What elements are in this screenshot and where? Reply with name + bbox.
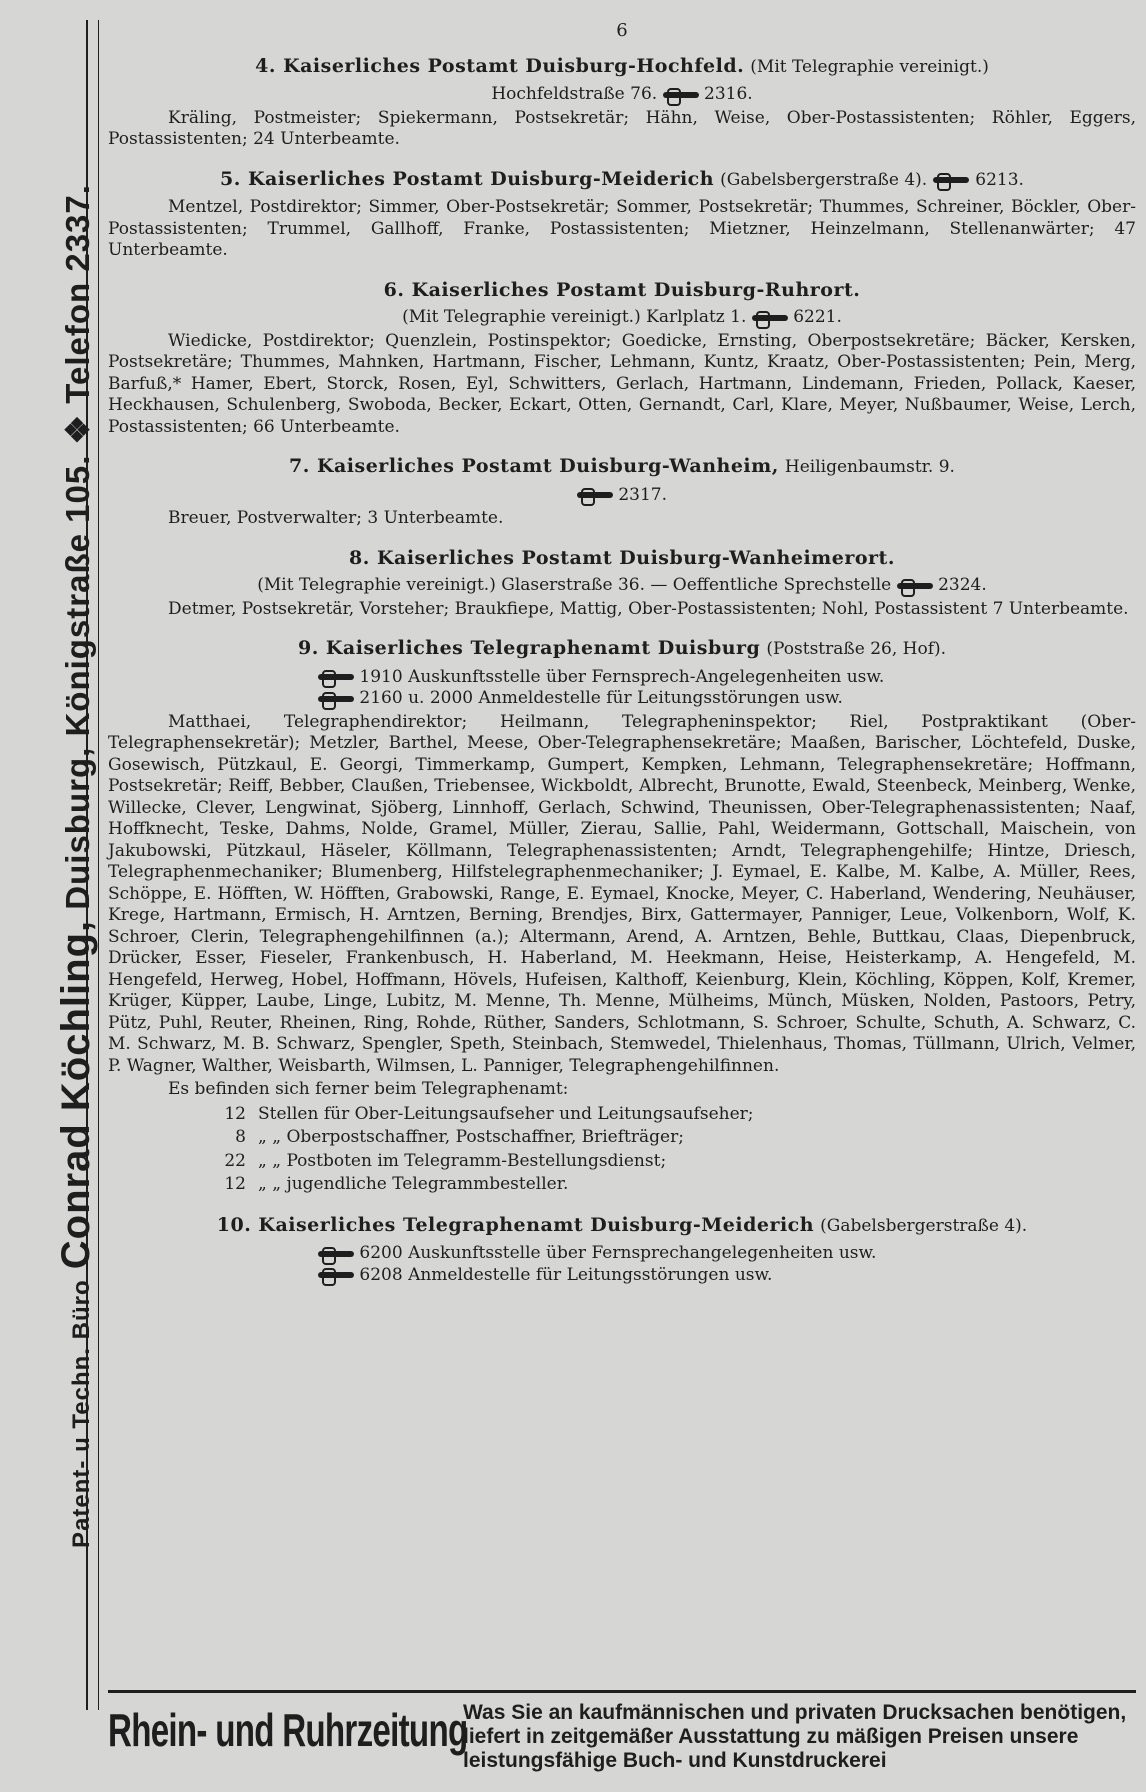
section-6-staff: Wiedicke, Postdirektor; Quenzlein, Postinspektor; Goedicke, Ernsting, Oberpostsekretäre; Bäcker, Kersken, Postsekretäre; Thummes, Mahnken, Hartmann, Fischer, Lehmann, Kuntz, Kraatz, Ober-Postassistenten; Pein, Merg, Barfuß,* Hamer, Ebert, Storck, Rosen, Eyl, Schwitters, Gerlach, Hartmann, Lindemann, Frieden, Pollack, Kaeser, Heckhausen, Schulenberg, Swoboda, Becker, Eckart, Otten, Gernandt, Carl, Klare, Meyer, Nußbaumer, Weise, Lerch, Postassistenten; 66 Unterbeamte.: [108, 330, 1136, 437]
section-8-heading: [108, 548, 1136, 570]
section-9-phone-2: [318, 688, 1136, 710]
sidebar-ad-address: Duisburg, Königstraße 105. ❖ Telefon 2337.: [59, 184, 96, 910]
telephone-icon: [318, 1247, 354, 1261]
section-8-phone: 2324.: [938, 575, 987, 595]
ditto-mark: „ „: [258, 1150, 282, 1171]
newspaper-logo: Rhein- und Ruhrzeitung: [108, 1704, 468, 1756]
extra-label-text: jugendliche Telegrammbesteller.: [286, 1174, 569, 1194]
section-8-address: (Mit Telegraphie vereinigt.) Glaserstraße 36. — Oeffentliche Sprechstelle: [257, 575, 892, 595]
table-row: [188, 1173, 760, 1197]
table-row: [188, 1126, 760, 1150]
section-9-staff: Matthaei, Telegraphendirektor; Heilmann, Telegrapheninspektor; Riel, Postpraktikant (Ober-Telegraphensekretär); Metzler, Barthel, Meese, Ober-Telegraphensekretäre; Maaßen, Barischer, Löchtefeld, Duske, Gosewisch, Pützkaul, E. Georgi, Timmerkamp, Gumpert, Kempken, Lehmann, Telegraphensekretäre; Hoffmann, Postsekretär; Reiff, Bebber, Claußen, Triebensee, Wickboldt, Albrecht, Brunotte, Ewald, Steenbeck, Meinberg, Wenke, Willecke, Clever, Lengwinat, Sjöberg, Linnhoff, Gerlach, Schwind, Theunissen, Ober-Telegraphenassistenten; Naaf, Hoffknecht, Teske, Dahms, Nolde, Gramel, Müller, Zierau, Sallie, Pahl, Weidermann, Gottschall, Maischein, von Jakubowski, Pützkaul, Häseler, Köllmann, Telegraphenassistenten; Arndt, Telegraphengehilfe; Hintze, Driesch, Telegraphenmechaniker; Blumenberg, Hilfstelegraphenmechaniker; J. Eymael, E. Kalbe, M. Kalbe, A. Müller, Rees, Schöppe, E. Höfften, W. Höfften, Grabowski, Range, E. Eymael, Knocke, Meyer, C. Haberland, Wendering, Neuhäuser, Krege, Hartmann, Ermisch, H. Arntzen, Berning, Brendjes, Birx, Gattermayer, Panniger, Leue, Volkenborn, Wolf, K. Schroer, Clerin, Telegraphengehilfinnen (a.); Altermann, Arend, A. Arntzen, Behle, Buttkau, Claas, Diepenbruck, Drücker, Esser, Fieseler, Frankenbusch, H. Haberland, M. Heekmann, Heise, Heisterkamp, A. Hengefeld, M. Hengefeld, Herweg, Hobel, Hoffmann, Hövels, Hufeisen, Kalthoff, Keienburg, Klein, Köchling, Köppen, Kolf, Kremer, Krüger, Küpper, Laube, Linge, Lubitz, M. Menne, Th. Menne, Mülheims, Münch, Müsken, Nolden, Pastoors, Petry, Pütz, Puhl, Reuter, Rheinen, Ring, Rohde, Rüther, Sanders, Schlotmann, S. Schroer, Schulte, Schuth, A. Schwarz, C. M. Schwarz, M. B. Schwarz, Spengler, Speth, Steinbach, Stemwedel, Thielenhaus, Thomas, Tüllmann, Ulrich, Velmer, P. Wagner, Walther, Weisbarth, Wilmsen, L. Panniger, Telegraphengehilfinnen.: [108, 711, 1136, 1076]
extra-label-text: Oberpostschaffner, Postschaffner, Briefträger;: [286, 1127, 684, 1147]
telephone-icon: [318, 670, 354, 684]
section-6-contact: [108, 307, 1136, 329]
ditto-mark: „ „: [258, 1174, 282, 1194]
section-8-title: 8. Kaiserliches Postamt Duisburg-Wanheimerort.: [349, 546, 895, 569]
section-6-address: (Mit Telegraphie vereinigt.) Karlplatz 1.: [402, 307, 747, 327]
section-4-address: Hochfeldstraße 76.: [491, 84, 658, 104]
section-7-title: 7. Kaiserliches Postamt Duisburg-Wanheim,: [289, 455, 779, 477]
section-9-title: 9. Kaiserliches Telegraphenamt Duisburg: [297, 637, 761, 659]
telephone-icon: [933, 173, 969, 187]
sidebar-ad-prefix: Patent- u Techn. Büro: [68, 1279, 95, 1548]
extra-label: Stellen für Ober-Leitungsaufseher und Leitungsaufseher;: [258, 1103, 754, 1124]
telephone-icon: [663, 88, 699, 102]
section-6-phone: 6221.: [793, 307, 842, 327]
section-6: [108, 280, 1136, 439]
section-4: [108, 56, 1136, 151]
telephone-icon: [752, 311, 788, 325]
section-5-note: (Gabelsbergerstraße 4).: [720, 169, 928, 190]
extra-count: 8: [235, 1127, 246, 1147]
section-10-phone-1: [318, 1243, 1136, 1265]
section-10-phone-1-text: 6200 Auskunftsstelle über Fernsprechangelegenheiten usw.: [359, 1243, 877, 1263]
section-8: [108, 548, 1136, 621]
footer-ad: [108, 1690, 1136, 1789]
sidebar-ad-text: [50, 56, 102, 1676]
extra-label: [252, 1150, 760, 1174]
telephone-icon: [318, 692, 354, 706]
section-10-title: 10. Kaiserliches Telegraphenamt Duisburg-Meiderich: [216, 1213, 815, 1236]
section-9-note: (Poststraße 26, Hof).: [766, 639, 947, 659]
section-9-extra-intro: Es befinden sich ferner beim Telegraphenamt:: [168, 1079, 569, 1099]
extra-label-text: Postboten im Telegramm-Bestellungsdienst;: [286, 1150, 667, 1171]
section-4-phone: 2316.: [704, 84, 753, 104]
telephone-icon: [318, 1268, 354, 1282]
section-10-note: (Gabelsbergerstraße 4).: [820, 1215, 1028, 1236]
main-content: [108, 20, 1136, 1680]
table-row: [188, 1150, 760, 1174]
section-4-contact: [108, 84, 1136, 106]
section-9-phone-2-text: 2160 u. 2000 Anmeldestelle für Leitungsstörungen usw.: [359, 688, 843, 708]
section-7-phone: 2317.: [618, 484, 668, 505]
extra-label: [252, 1173, 760, 1197]
section-7-heading: [108, 456, 1136, 479]
section-6-heading: [108, 280, 1136, 302]
extra-count: 12: [224, 1174, 246, 1194]
section-10-phone-2-text: 6208 Anmeldestelle für Leitungsstörungen usw.: [359, 1264, 773, 1285]
section-8-staff: Detmer, Postsekretär, Vorsteher; Braukfiepe, Mattig, Ober-Postassistenten; Nohl, Postassistent 7 Unterbeamte.: [168, 598, 1129, 619]
section-9-phone-1: [318, 667, 1136, 689]
section-5-heading: [108, 169, 1136, 192]
ditto-mark: „ „: [258, 1127, 282, 1147]
section-9-heading: [108, 638, 1136, 661]
section-9-phone-1-text: 1910 Auskunftsstelle über Fernsprech-Angelegenheiten usw.: [359, 666, 885, 687]
telephone-icon: [577, 488, 613, 502]
section-9-extra-table: [188, 1103, 760, 1197]
section-9: [108, 638, 1136, 1197]
telephone-icon: [897, 579, 933, 593]
section-10-heading: [108, 1215, 1136, 1238]
section-10-phone-2: [318, 1265, 1136, 1287]
extra-count: 22: [224, 1150, 246, 1171]
section-4-note: (Mit Telegraphie vereinigt.): [750, 56, 989, 77]
section-8-contact: [108, 575, 1136, 597]
footer-ad-text: Was Sie an kaufmännischen und privaten Drucksachen benötigen, liefert in zeitgemäßer Ausstattung zu mäßigen Preisen unsere leistungsfähige Buch- und Kunstdruckerei: [463, 1701, 1127, 1772]
section-5-staff: Mentzel, Postdirektor; Simmer, Ober-Postsekretär; Sommer, Postsekretär; Thummes, Schreiner, Böckler, Ober-Postassistenten; Trummel, Gallhoff, Franke, Postassistenten; Mietzner, Heinzelmann, Stellenanwärter; 47 Unterbeamte.: [108, 197, 1136, 260]
section-5: [108, 169, 1136, 262]
section-7-note: Heiligenbaumstr. 9.: [784, 457, 955, 477]
section-5-title: 5. Kaiserliches Postamt Duisburg-Meiderich: [220, 167, 715, 190]
section-5-phone: 6213.: [975, 169, 1024, 190]
section-6-title: 6. Kaiserliches Postamt Duisburg-Ruhrort.: [383, 278, 861, 301]
section-7-staff: Breuer, Postverwalter; 3 Unterbeamte.: [168, 508, 504, 528]
section-7-contact: [108, 485, 1136, 507]
extra-label: [252, 1126, 760, 1150]
section-10: [108, 1215, 1136, 1287]
table-row: [188, 1103, 760, 1127]
section-4-staff: Kräling, Postmeister; Spiekermann, Postsekretär; Hähn, Weise, Ober-Postassistenten; Röhler, Eggers, Postassistenten; 24 Unterbeamte.: [108, 107, 1136, 149]
extra-count: 12: [224, 1103, 246, 1124]
sidebar-ad-name: Conrad Köchling,: [54, 919, 98, 1270]
section-4-title: 4. Kaiserliches Postamt Duisburg-Hochfeld.: [255, 54, 745, 77]
section-4-heading: [108, 56, 1136, 79]
section-7: [108, 456, 1136, 530]
sidebar-ad: [36, 20, 112, 1710]
page-number: 6: [616, 20, 628, 41]
